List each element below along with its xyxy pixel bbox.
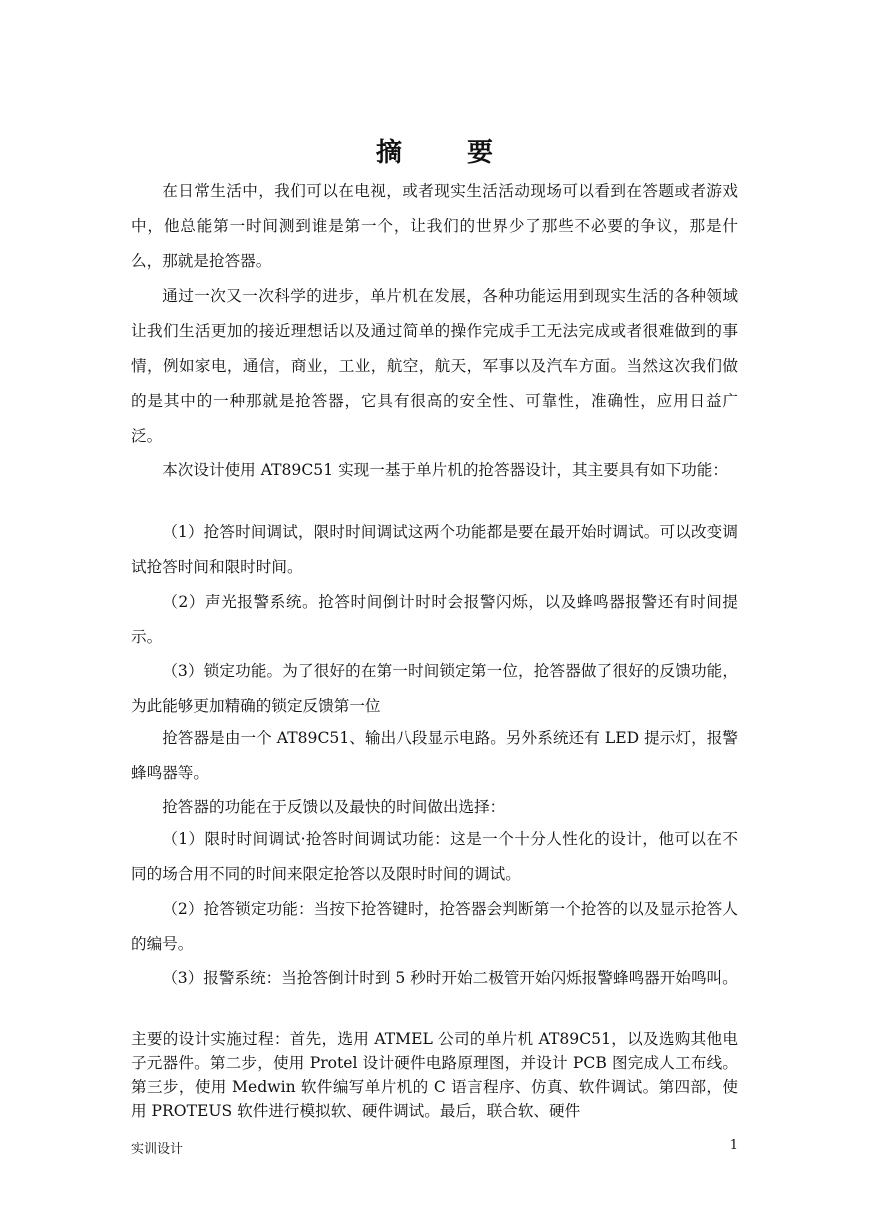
feature-item-3: （3）锁定功能。为了很好的在第一时间锁定第一位，抢答器做了很好的反馈功能，为此能够更加精确的锁定反馈第一位 xyxy=(131,662,738,715)
function-item-2: （2）抢答锁定功能：当按下抢答键时，抢答器会判断第一个抢答的以及显示抢答人的编号。 xyxy=(131,900,738,953)
footer-label: 实训设计 xyxy=(131,1142,184,1157)
abstract-paragraph-3: 本次设计使用 AT89C51 实现一基于单片机的抢答器设计，其主要具有如下功能： xyxy=(162,461,728,479)
function-item-1: （1）限时时间调试·抢答时间调试功能：这是一个十分人性化的设计，他可以在不同的场合用不同的时间来限定抢答以及限时时间的调试。 xyxy=(131,830,738,883)
abstract-paragraph-2: 通过一次又一次科学的进步，单片机在发展，各种功能运用到现实生活的各种领域让我们生活更加的接近理想话以及通过简单的操作完成手工无法完成或者很难做到的事情，例如家电，通信，商业，工业，航空，航天，军事以及汽车方面。当然这次我们做的是其中的一种那就是抢答器，它具有很高的安全性、可靠性，准确性，应用日益广泛。 xyxy=(131,287,738,445)
abstract-paragraph-1: 在日常生活中，我们可以在电视，或者现实生活活动现场可以看到在答题或者游戏中，他总能第一时间测到谁是第一个，让我们的世界少了那些不必要的争议，那是什么，那就是抢答器。 xyxy=(131,182,738,270)
page-number: 1 xyxy=(729,1138,738,1153)
feature-item-2: （2）声光报警系统。抢答时间倒计时时会报警闪烁，以及蜂鸣器报警还有时间提示。 xyxy=(131,593,738,646)
abstract-paragraph-6: 主要的设计实施过程：首先，选用 ATMEL 公司的单片机 AT89C51，以及选购其他电子元器件。第二步，使用 Protel 设计硬件电路原理图，并设计 PCB 图完成人工布线。第三步，使用 Medwin 软件编写单片机的 C 语言程序、仿真、软件调试。第四部，使用 PROTEUS 软件进行模拟软、硬件调试。最后，联合软、硬件 xyxy=(131,1030,738,1120)
page-title: 摘 要 xyxy=(375,138,522,168)
page-footer xyxy=(131,1138,738,1157)
abstract-paragraph-4: 抢答器是由一个 AT89C51、输出八段显示电路。另外系统还有 LED 提示灯，报警蜂鸣器等。 xyxy=(131,729,738,782)
feature-item-1: （1）抢答时间调试，限时时间调试这两个功能都是要在最开始时调试。可以改变调试抢答时间和限时时间。 xyxy=(131,523,738,576)
abstract-paragraph-5: 抢答器的功能在于反馈以及最快的时间做出选择： xyxy=(162,798,506,816)
function-item-3: （3）报警系统：当抢答倒计时到 5 秒时开始二极管开始闪烁报警蜂鸣器开始鸣叫。 xyxy=(162,969,738,987)
